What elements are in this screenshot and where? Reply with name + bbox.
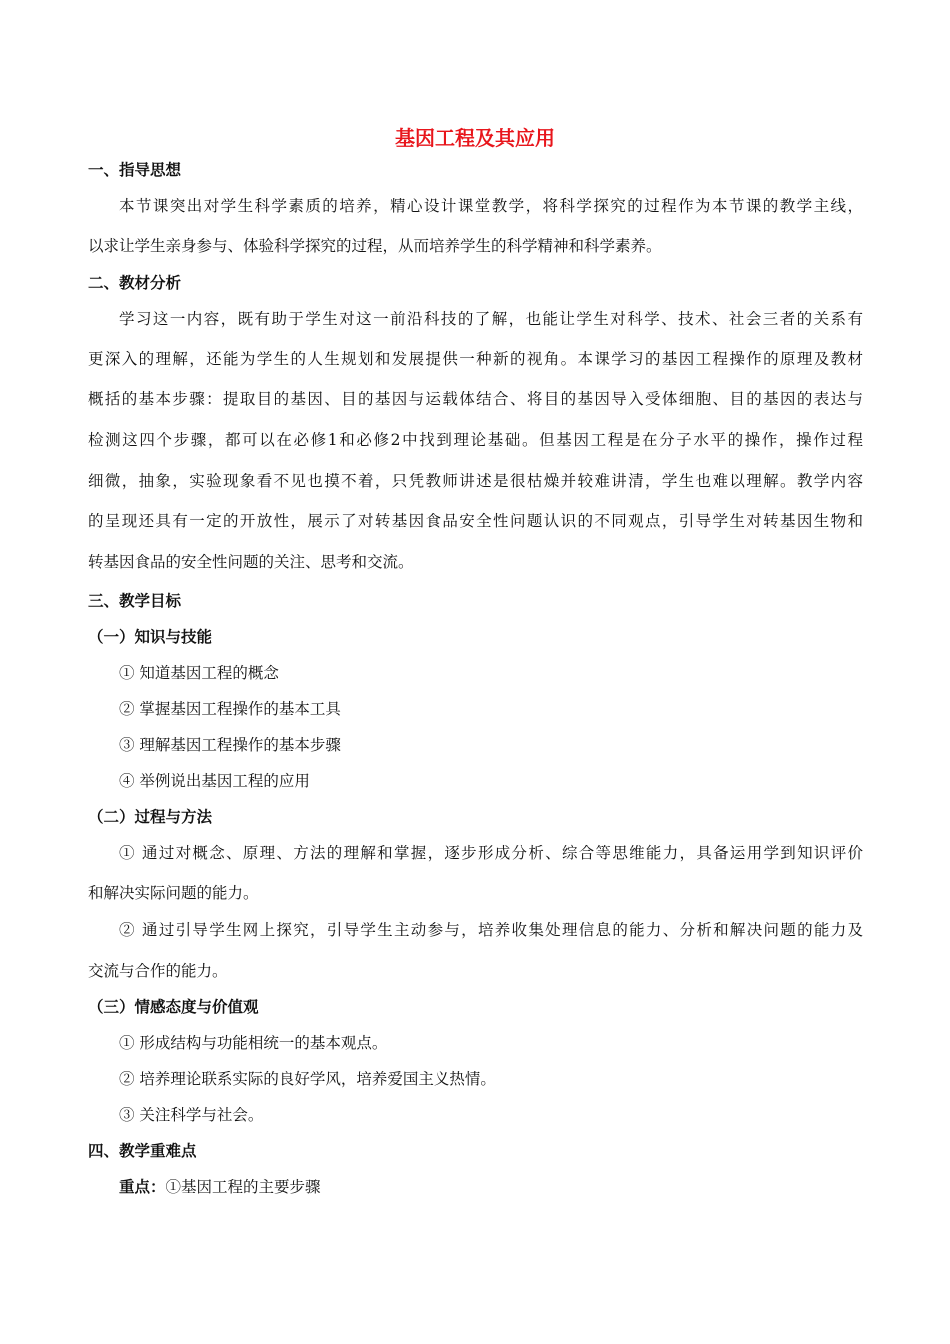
paragraph-line: 交流与合作的能力。 xyxy=(88,962,228,980)
list-item: ③ 理解基因工程操作的基本步骤 xyxy=(119,736,341,754)
paragraph-line: 概括的基本步骤：提取目的基因、目的基因与运载体结合、将目的基因导入受体细胞、目的基因的表达与 xyxy=(88,390,863,408)
paragraph-line: 转基因食品的安全性问题的关注、思考和交流。 xyxy=(88,553,414,571)
paragraph-line: 和解决实际问题的能力。 xyxy=(88,884,259,902)
key-point-line xyxy=(119,1177,321,1197)
list-item: ① 知道基因工程的概念 xyxy=(119,664,279,682)
paragraph-line: ② 通过引导学生网上探究，引导学生主动参与，培养收集处理信息的能力、分析和解决问题的能力及 xyxy=(119,921,863,939)
list-item: ① 形成结构与功能相统一的基本观点。 xyxy=(119,1034,388,1052)
subsection-heading-3: （三）情感态度与价值观 xyxy=(88,998,259,1016)
section-heading-3: 三、教学目标 xyxy=(88,592,182,610)
paragraph-line: ① 通过对概念、原理、方法的理解和掌握，逐步形成分析、综合等思维能力，具备运用学到知识评价 xyxy=(119,844,863,862)
paragraph-line: 细微，抽象，实验现象看不见也摸不着，只凭教师讲述是很枯燥并较难讲清，学生也难以理解。教学内容 xyxy=(88,472,863,490)
key-point-text: ①基因工程的主要步骤 xyxy=(165,1178,321,1196)
paragraph-line: 的呈现还具有一定的开放性，展示了对转基因食品安全性问题认识的不同观点，引导学生对转基因生物和 xyxy=(88,512,863,530)
paragraph-line: 学习这一内容，既有助于学生对这一前沿科技的了解，也能让学生对科学、技术、社会三者的关系有 xyxy=(119,310,863,328)
paragraph-line: 以求让学生亲身参与、体验科学探究的过程，从而培养学生的科学精神和科学素养。 xyxy=(88,237,662,255)
list-item: ④ 举例说出基因工程的应用 xyxy=(119,772,310,790)
subsection-heading-1: （一）知识与技能 xyxy=(88,628,213,646)
list-item: ② 培养理论联系实际的良好学风，培养爱国主义热情。 xyxy=(119,1070,496,1088)
key-point-label: 重点： xyxy=(119,1178,166,1196)
section-heading-1: 一、指导思想 xyxy=(88,161,182,179)
section-heading-4: 四、教学重难点 xyxy=(88,1142,197,1160)
section-heading-2: 二、教材分析 xyxy=(88,274,182,292)
paragraph-line: 本节课突出对学生科学素质的培养，精心设计课堂教学，将科学探究的过程作为本节课的教学主线， xyxy=(119,197,863,215)
page-title: 基因工程及其应用 xyxy=(395,126,555,150)
paragraph-line: 检测这四个步骤，都可以在必修1和必修2中找到理论基础。但基因工程是在分子水平的操作，操作过程 xyxy=(88,431,863,449)
paragraph-line: 更深入的理解，还能为学生的人生规划和发展提供一种新的视角。本课学习的基因工程操作的原理及教材 xyxy=(88,350,863,368)
subsection-heading-2: （二）过程与方法 xyxy=(88,808,213,826)
list-item: ③ 关注科学与社会。 xyxy=(119,1106,264,1124)
list-item: ② 掌握基因工程操作的基本工具 xyxy=(119,700,341,718)
